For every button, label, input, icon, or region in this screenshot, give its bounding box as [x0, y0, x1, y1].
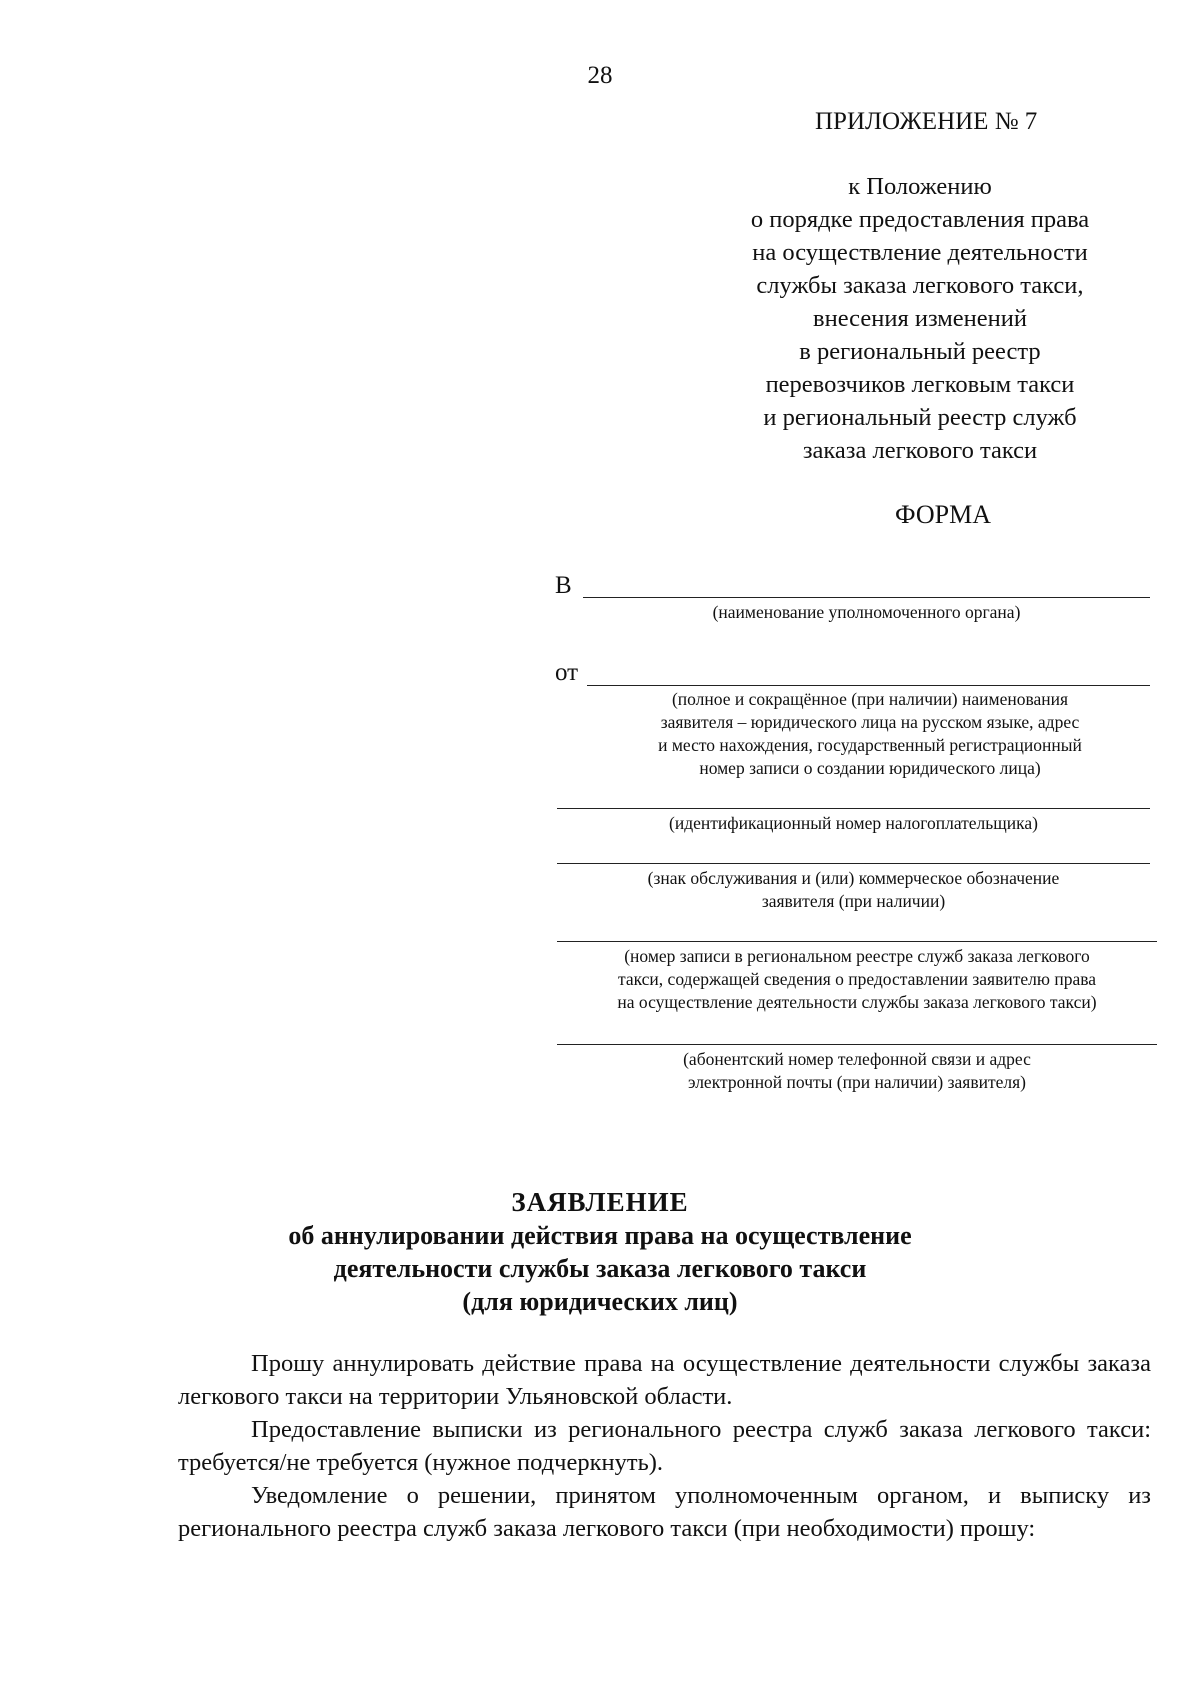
registry-record-caption: (номер записи в региональном реестре служб заказа легкового такси, содержащей сведения о предоставлении заявителю права на осуществление деятельности службы заказа легкового такси)	[617, 946, 1097, 1012]
sender-caption: (полное и сокращённое (при наличии) наименования заявителя – юридического лица на русском языке, адрес и место нахождения, государственный регистрационный номер записи о создании юридического лица)	[658, 689, 1082, 778]
inn-caption: (идентификационный номер налогоплательщика)	[669, 813, 1038, 833]
service-mark-caption: (знак обслуживания и (или) коммерческое обозначение заявителя (при наличии)	[647, 868, 1060, 911]
regulation-line: внесения изменений	[813, 305, 1027, 332]
contacts-caption: (абонентский номер телефонной связи и адрес электронной почты (при наличии) заявителя)	[683, 1049, 1031, 1092]
service-mark-input-line[interactable]	[557, 863, 1150, 864]
regulation-line: на осуществление деятельности	[752, 239, 1088, 266]
inn-input-line[interactable]	[557, 808, 1150, 809]
statement-subtitle-line: об аннулировании действия права на осуществление	[288, 1221, 912, 1250]
addressee-caption: (наименование уполномоченного органа)	[712, 602, 1021, 622]
regulation-line: в региональный реестр	[799, 338, 1041, 365]
paragraph-annul-request: Прошу аннулировать действие права на осуществление деятельности службы заказа легкового такси на территории Ульяновской области.	[178, 1350, 1151, 1410]
addressee-prefix: В	[555, 572, 572, 599]
sender-input-line[interactable]	[587, 685, 1150, 686]
regulation-line: службы заказа легкового такси,	[756, 272, 1084, 299]
form-label: ФОРМА	[895, 500, 991, 529]
registry-record-input-line[interactable]	[557, 941, 1157, 942]
statement-title-block	[0, 1186, 1200, 1318]
addressee-input-line[interactable]	[583, 597, 1150, 598]
regulation-line: и региональный реестр служб	[763, 404, 1077, 431]
contacts-input-line[interactable]	[557, 1044, 1157, 1045]
statement-subtitle-line: (для юридических лиц)	[462, 1287, 738, 1316]
paragraph-extract-request: Предоставление выписки из регионального реестра служб заказа легкового такси: требуется/не требуется (нужное подчеркнуть).	[178, 1416, 1151, 1476]
statement-subtitle-line: деятельности службы заказа легкового такси	[333, 1254, 867, 1283]
regulation-line: к Положению	[848, 173, 992, 200]
paragraph-notification: Уведомление о решении, принятом уполномоченным органом, и выписку из регионального реестра служб заказа легкового такси (при необходимости) прошу:	[178, 1482, 1151, 1542]
regulation-line: перевозчиков легковым такси	[765, 371, 1075, 398]
appendix-title: ПРИЛОЖЕНИЕ № 7	[815, 108, 1038, 135]
sender-prefix: от	[555, 659, 579, 686]
regulation-reference	[720, 170, 1120, 467]
regulation-line: заказа легкового такси	[802, 437, 1038, 464]
page-number: 28	[587, 62, 613, 89]
statement-body	[178, 1347, 1151, 1545]
statement-title: ЗАЯВЛЕНИЕ	[511, 1187, 689, 1217]
regulation-line: о порядке предоставления права	[750, 206, 1090, 233]
